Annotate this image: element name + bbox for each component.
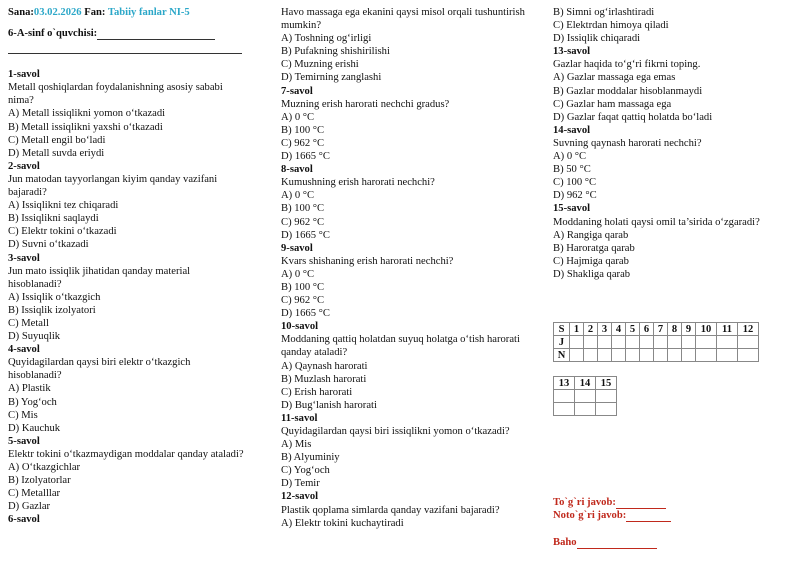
- question-title: 3-savol: [8, 252, 40, 264]
- grid-answer-cell[interactable]: [598, 349, 612, 362]
- answer-option[interactable]: A) 0 °C: [553, 151, 587, 163]
- question-title: 11-savol: [281, 412, 318, 424]
- question-text: Metall qoshiqlardan foydalanishning asosiy sababi nima?: [8, 82, 223, 107]
- answer-option[interactable]: D) 962 °C: [553, 190, 597, 202]
- question-block: [553, 124, 793, 203]
- question-title: 5-savol: [8, 435, 40, 447]
- grid-header-row: [554, 323, 759, 336]
- grid-answer-cell[interactable]: [626, 336, 640, 349]
- grid-header-cell: 12: [738, 323, 759, 336]
- answer-option[interactable]: D) Kauchuk: [8, 422, 61, 434]
- grid-answer-cell[interactable]: [575, 390, 596, 403]
- question-block: [553, 45, 793, 124]
- date-value: 03.02.2026: [33, 7, 82, 18]
- answer-option[interactable]: A) 0 °C: [281, 190, 315, 202]
- answer-option[interactable]: B) Izolyatorlar: [8, 475, 71, 487]
- student-line: [8, 27, 246, 40]
- question-title: 9-savol: [281, 242, 313, 254]
- answer-option[interactable]: C) Mis: [8, 409, 38, 421]
- question-title: 15-savol: [553, 203, 591, 215]
- question-block: [8, 513, 246, 526]
- question-text: Elektr tokini o‘tkazmaydigan moddalar qanday ataladi?: [8, 448, 244, 460]
- answer-option[interactable]: A) Gazlar massaga ega emas: [553, 72, 676, 84]
- date-label: Sana:: [8, 7, 34, 18]
- grid-header-cell: 5: [626, 323, 640, 336]
- grid-answer-cell[interactable]: [612, 349, 626, 362]
- answer-option[interactable]: B) Haroratga qarab: [553, 242, 635, 254]
- answer-option[interactable]: B) Issiqlikni saqlaydi: [8, 213, 99, 225]
- answer-option[interactable]: B) Issiqlik izolyatori: [8, 304, 96, 316]
- answer-option[interactable]: A) Issiqlikni tez chiqaradi: [8, 200, 119, 212]
- grid-answer-cell[interactable]: [596, 403, 617, 416]
- question-title: 10-savol: [281, 321, 319, 333]
- grid-answer-cell[interactable]: [668, 336, 682, 349]
- answer-option[interactable]: D) Shakliga qarab: [553, 268, 631, 280]
- grid-answer-cell[interactable]: [598, 336, 612, 349]
- question-block: [281, 490, 526, 529]
- grid-answer-cell[interactable]: [584, 349, 598, 362]
- grid-answer-cell[interactable]: [696, 336, 717, 349]
- answer-option[interactable]: A) Plastik: [8, 383, 51, 395]
- question-block: [553, 6, 793, 45]
- answer-option[interactable]: B) 50 °C: [553, 164, 591, 176]
- column-1: [8, 6, 246, 526]
- answer-option[interactable]: A) Qaynash harorati: [281, 360, 368, 372]
- grid-header-cell: 6: [640, 323, 654, 336]
- question-title: 1-savol: [8, 69, 40, 81]
- answer-option[interactable]: C) 962 °C: [281, 216, 325, 228]
- answer-option[interactable]: B) Muzlash harorati: [281, 373, 367, 385]
- grid-answer-cell[interactable]: [584, 336, 598, 349]
- question-text: Moddaning holati qaysi omil ta’sirida o‘zgaradi?: [553, 216, 760, 228]
- wrong-answers-line: [553, 509, 793, 522]
- answer-option[interactable]: C) Metall: [8, 317, 49, 329]
- question-block: [553, 202, 793, 281]
- question-text: Jun mato issiqlik jihatidan qanday material hisoblanadi?: [8, 265, 191, 290]
- answer-option[interactable]: C) 962 °C: [281, 137, 325, 149]
- grade-field[interactable]: [577, 548, 657, 549]
- answer-option[interactable]: B) Yog‘och: [8, 396, 57, 408]
- answer-option[interactable]: C) Erish harorati: [281, 386, 353, 398]
- answer-option[interactable]: C) 100 °C: [553, 177, 597, 189]
- wrong-label: Noto`g`ri javob:: [553, 510, 627, 522]
- answer-option[interactable]: A) Elektr tokini kuchaytiradi: [281, 517, 404, 529]
- answer-option[interactable]: D) 1665 °C: [281, 308, 330, 320]
- answer-option[interactable]: D) Metall suvda eriydi: [8, 147, 105, 159]
- subject-value: Tabiiy fanlar NI-5: [107, 7, 190, 18]
- question-title: 4-savol: [8, 344, 40, 356]
- answer-option[interactable]: C) Hajmiga qarab: [553, 255, 629, 267]
- grid-answer-cell[interactable]: [596, 390, 617, 403]
- header-line: [8, 6, 246, 19]
- answer-option[interactable]: D) Gazlar: [8, 501, 51, 513]
- answer-option[interactable]: D) Suyuqlik: [8, 331, 61, 343]
- answer-option[interactable]: B) Alyuminiy: [281, 452, 340, 464]
- grid-answer-cell[interactable]: [626, 349, 640, 362]
- grid-answer-cell[interactable]: [668, 349, 682, 362]
- answer-option[interactable]: B) 100 °C: [281, 203, 325, 215]
- question-block: [8, 343, 246, 435]
- answer-option[interactable]: C) Yog‘och: [281, 465, 330, 477]
- results-block: [553, 496, 793, 549]
- answer-option[interactable]: C) Metalllar: [8, 488, 61, 500]
- question-block: [8, 435, 246, 514]
- answer-option[interactable]: A) Toshning og‘irligi: [281, 33, 372, 45]
- grid-answer-cell[interactable]: [612, 336, 626, 349]
- answer-option[interactable]: B) Metall issiqlikni yaxshi o‘tkazadi: [8, 121, 163, 133]
- column-3: [553, 6, 793, 549]
- grid-header-cell: 10: [696, 323, 717, 336]
- answer-option[interactable]: A) Metall issiqlikni yomon o‘tkazadi: [8, 108, 166, 120]
- question-text: Kvars shishaning erish harorati nechchi?: [281, 255, 454, 267]
- question-block: [281, 163, 526, 242]
- wrong-field[interactable]: [626, 521, 671, 522]
- grid-answer-row: [554, 403, 617, 416]
- question-text: Jun matodan tayyorlangan kiyim qanday vazifani bajaradi?: [8, 173, 218, 199]
- grid-header-cell: 2: [584, 323, 598, 336]
- grid-row-label: N: [554, 349, 570, 362]
- question-title: 2-savol: [8, 160, 40, 172]
- answer-option[interactable]: B) Simni og‘irlashtiradi: [553, 7, 655, 18]
- answer-option[interactable]: A) 0 °C: [281, 111, 315, 123]
- answer-option[interactable]: C) Elektr tokini o‘tkazadi: [8, 226, 117, 238]
- student-name-field[interactable]: [97, 39, 215, 40]
- answer-option[interactable]: A) 0 °C: [281, 268, 315, 280]
- grid-header-cell: 11: [717, 323, 738, 336]
- question-block: [281, 85, 526, 164]
- answer-option[interactable]: D) Bug‘lanish harorati: [281, 399, 377, 411]
- grid-header-cell: 7: [654, 323, 668, 336]
- grid-answer-cell[interactable]: [717, 349, 738, 362]
- answer-option[interactable]: B) 100 °C: [281, 124, 325, 136]
- grid-answer-cell[interactable]: [570, 349, 584, 362]
- column-2: [281, 6, 526, 530]
- question-text: Muzning erish harorati nechchi gradus?: [281, 98, 450, 110]
- answer-option[interactable]: C) 962 °C: [281, 295, 325, 307]
- question-title: 14-savol: [553, 124, 591, 136]
- question-text: Moddaning qattiq holatdan suyuq holatga o‘tish harorati qanday ataladi?: [281, 334, 520, 359]
- answer-option[interactable]: B) 100 °C: [281, 281, 325, 293]
- answer-option[interactable]: A) Issiqlik o‘tkazgich: [8, 291, 101, 303]
- question-title: 13-savol: [553, 46, 591, 58]
- question-title: 8-savol: [281, 164, 313, 176]
- grid-row-label: J: [554, 336, 570, 349]
- answer-option[interactable]: A) Rangiga qarab: [553, 229, 629, 241]
- grid-header-cell: 3: [598, 323, 612, 336]
- answer-option[interactable]: C) Muzning erishi: [281, 59, 359, 71]
- answer-option[interactable]: D) Temir: [281, 478, 320, 490]
- grid-answer-cell[interactable]: [682, 349, 696, 362]
- grid-answer-cell[interactable]: [640, 336, 654, 349]
- grid-answer-cell[interactable]: [654, 349, 668, 362]
- answer-option[interactable]: A) Mis: [281, 439, 312, 451]
- question-block: [8, 160, 246, 252]
- answer-option[interactable]: B) Pufakning shishirilishi: [281, 46, 390, 58]
- subject-label: Fan: [81, 7, 102, 18]
- correct-answers-line: [553, 496, 793, 509]
- grid-answer-row: [554, 349, 759, 362]
- grid-answer-cell[interactable]: [554, 390, 575, 403]
- answer-option[interactable]: D) Suvni o‘tkazadi: [8, 239, 89, 251]
- grid-header-cell: 15: [596, 377, 617, 390]
- question-title: 12-savol: [281, 491, 319, 503]
- student-label: 6-A-sinf o`quvchisi:: [8, 28, 98, 40]
- questions-col2: [281, 6, 526, 530]
- question-title: 7-savol: [281, 85, 313, 97]
- grade-label: Baho: [553, 537, 577, 549]
- grid-answer-row: [554, 390, 617, 403]
- subject-colon: :: [101, 7, 108, 18]
- grid-answer-cell[interactable]: [654, 336, 668, 349]
- questions-col3: [553, 6, 793, 281]
- answer-grid-2: [553, 376, 617, 416]
- grid-answer-cell[interactable]: [570, 336, 584, 349]
- grid-header-cell: 9: [682, 323, 696, 336]
- answer-option[interactable]: D) Issiqlik chiqaradi: [553, 33, 641, 45]
- answer-option[interactable]: D) 1665 °C: [281, 151, 330, 163]
- grid-header-cell: 8: [668, 323, 682, 336]
- grid-answer-cell[interactable]: [682, 336, 696, 349]
- student-name-line-2[interactable]: [8, 53, 242, 54]
- grid-header-cell: 13: [554, 377, 575, 390]
- question-block: [281, 412, 526, 491]
- grade-line: [553, 536, 793, 549]
- question-block: [281, 242, 526, 321]
- question-text: Quyidagilardan qaysi biri issiqlikni yomon o‘tkazadi?: [281, 426, 510, 437]
- question-block: [281, 320, 526, 412]
- question-text: Quyidagilardan qaysi biri elektr o‘tkazgich hisoblanadi?: [8, 357, 191, 382]
- question-text: Kumushning erish harorati nechchi?: [281, 177, 435, 189]
- question-text: Havo massaga ega ekanini qaysi misol orqali tushuntirish mumkin?: [281, 7, 525, 32]
- grid-answer-cell[interactable]: [554, 403, 575, 416]
- question-text: Suvning qaynash harorati nechchi?: [553, 137, 702, 149]
- answer-option[interactable]: D) Gazlar faqat qattiq holatda bo‘ladi: [553, 111, 713, 123]
- grid-answer-row: [554, 336, 759, 349]
- answer-option[interactable]: D) Temirning zanglashi: [281, 72, 382, 84]
- grid-answer-cell[interactable]: [575, 403, 596, 416]
- grid-answer-cell[interactable]: [640, 349, 654, 362]
- correct-label: To`g`ri javob:: [553, 497, 616, 508]
- grid-header-cell: S: [554, 323, 570, 336]
- grid-header-cell: 14: [575, 377, 596, 390]
- grid-answer-cell[interactable]: [696, 349, 717, 362]
- grid-header-row: [554, 377, 617, 390]
- answer-grid-1: [553, 322, 759, 362]
- question-block: [8, 252, 246, 344]
- answer-option[interactable]: A) O‘tkazgichlar: [8, 462, 81, 473]
- grid-header-cell: 4: [612, 323, 626, 336]
- answer-option[interactable]: B) Gazlar moddalar hisoblanmaydi: [553, 85, 703, 97]
- answer-option[interactable]: C) Elektrdan himoya qiladi: [553, 20, 669, 32]
- grid-header-cell: 1: [570, 323, 584, 336]
- grid-answer-cell[interactable]: [738, 349, 759, 362]
- answer-option[interactable]: C) Gazlar ham massaga ega: [553, 98, 672, 110]
- question-block: [8, 68, 246, 160]
- question-text: Plastik qoplama simlarda qanday vazifani bajaradi?: [281, 504, 500, 516]
- answer-option[interactable]: D) 1665 °C: [281, 229, 330, 241]
- question-text: Gazlar haqida to‘g‘ri fikrni toping.: [553, 59, 701, 71]
- question-block: [281, 6, 526, 85]
- grid-answer-cell[interactable]: [717, 336, 738, 349]
- answer-option[interactable]: C) Metall engil bo‘ladi: [8, 134, 106, 146]
- grid-answer-cell[interactable]: [738, 336, 759, 349]
- questions-col1: [8, 68, 246, 526]
- question-title: 6-savol: [8, 514, 40, 526]
